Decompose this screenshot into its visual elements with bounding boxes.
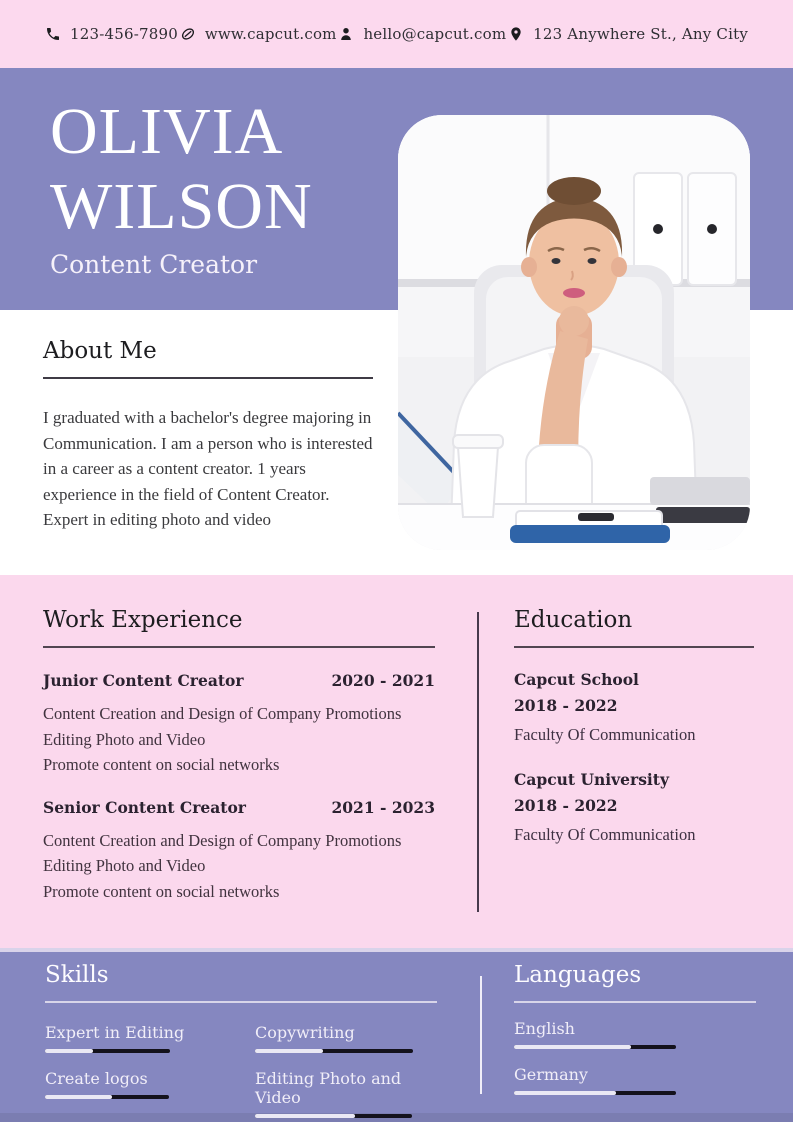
skill-level-fill — [255, 1049, 323, 1053]
skill-level-bar — [255, 1049, 413, 1053]
skill-level-fill — [45, 1049, 93, 1053]
contact-phone-text: 123-456-7890 — [70, 25, 178, 43]
work-experience-heading: Work Experience — [43, 607, 243, 633]
skill-item — [45, 1023, 255, 1053]
about-body-text: I graduated with a bachelor's degree majoring in Communication. I am a person who is interested in a career as a content creator. 1 years experience in the field of Content Creator. Expert in editing photo and video — [43, 408, 373, 529]
language-item — [514, 1019, 756, 1049]
job-duties — [43, 701, 435, 778]
education-underline — [514, 646, 754, 648]
skills-grid — [45, 1007, 437, 1118]
job-duty-line: Content Creation and Design of Company Promotions — [43, 830, 402, 850]
contact-address — [508, 25, 748, 43]
school-name: Capcut University — [514, 770, 669, 789]
school-name: Capcut School — [514, 670, 639, 689]
languages-heading: Languages — [514, 962, 642, 988]
skill-level-bar — [255, 1114, 412, 1118]
skill-level-fill — [255, 1114, 355, 1118]
about-section — [43, 338, 373, 533]
language-level-bar — [514, 1091, 676, 1095]
candidate-first-name: OLIVIA — [50, 95, 284, 168]
about-underline — [43, 377, 373, 379]
job-duty-line: Content Creation and Design of Company Promotions — [43, 704, 402, 723]
contact-email-text: hello@capcut.com — [363, 25, 507, 43]
skills-heading: Skills — [45, 962, 109, 988]
about-heading: About Me — [43, 338, 157, 364]
candidate-last-name: WILSON — [50, 170, 313, 243]
language-label: Germany — [514, 1065, 588, 1084]
contact-bar — [0, 0, 793, 68]
profile-photo-illustration — [398, 115, 750, 550]
education-entry — [514, 770, 754, 845]
education-heading: Education — [514, 607, 633, 633]
languages-vertical-divider — [480, 976, 482, 1094]
contact-website — [180, 25, 337, 43]
job-entry — [43, 798, 435, 905]
education-vertical-divider — [477, 612, 479, 912]
skill-label: Create logos — [45, 1069, 148, 1088]
candidate-name — [50, 94, 313, 244]
phone-icon — [45, 26, 61, 42]
skill-label: Expert in Editing — [45, 1023, 185, 1042]
language-level-fill — [514, 1045, 631, 1049]
school-period: 2018 - 2022 — [514, 696, 618, 715]
job-header — [43, 671, 435, 690]
job-period: 2020 - 2021 — [331, 671, 435, 690]
work-experience-section — [43, 607, 435, 904]
school-period: 2018 - 2022 — [514, 796, 618, 815]
job-header — [43, 798, 435, 817]
contact-phone — [45, 25, 178, 43]
job-duty-line: Promote content on social networks — [43, 755, 280, 774]
profile-photo — [398, 115, 750, 550]
skill-item — [45, 1069, 255, 1118]
contact-email — [338, 25, 506, 43]
language-label: English — [514, 1019, 575, 1038]
skill-item — [255, 1069, 437, 1118]
job-entry — [43, 671, 435, 778]
school-faculty: Faculty Of Communication — [514, 725, 696, 744]
language-level-fill — [514, 1091, 616, 1095]
work-experience-underline — [43, 646, 435, 648]
job-period: 2021 - 2023 — [331, 797, 435, 817]
skill-label: Editing Photo and Video — [255, 1069, 402, 1107]
job-title: Senior Content Creator — [43, 797, 246, 817]
skills-section — [45, 962, 437, 1118]
job-title: Junior Content Creator — [43, 671, 244, 690]
contact-address-text: 123 Anywhere St., Any City — [533, 25, 748, 43]
job-duties — [43, 828, 435, 905]
person-icon — [338, 26, 354, 42]
candidate-job-title: Content Creator — [50, 250, 258, 279]
education-section — [514, 607, 754, 845]
job-duty-line: Editing Photo and Video — [43, 729, 206, 749]
skill-item — [255, 1023, 437, 1053]
skill-level-fill — [45, 1095, 112, 1099]
skill-level-bar — [45, 1049, 170, 1053]
languages-section — [514, 962, 756, 1095]
skill-level-bar — [45, 1095, 169, 1099]
job-duty-line: Editing Photo and Video — [43, 856, 206, 875]
location-icon — [508, 26, 524, 42]
link-icon — [180, 26, 196, 42]
contact-website-text: www.capcut.com — [204, 25, 337, 43]
school-faculty: Faculty Of Communication — [514, 825, 696, 844]
languages-underline — [514, 1001, 756, 1003]
skill-label: Copywriting — [255, 1023, 355, 1042]
job-duty-line: Promote content on social networks — [43, 881, 280, 901]
education-entry — [514, 670, 754, 745]
language-item — [514, 1065, 756, 1095]
hero-text-block — [50, 94, 313, 279]
skills-underline — [45, 1001, 437, 1003]
language-level-bar — [514, 1045, 676, 1049]
